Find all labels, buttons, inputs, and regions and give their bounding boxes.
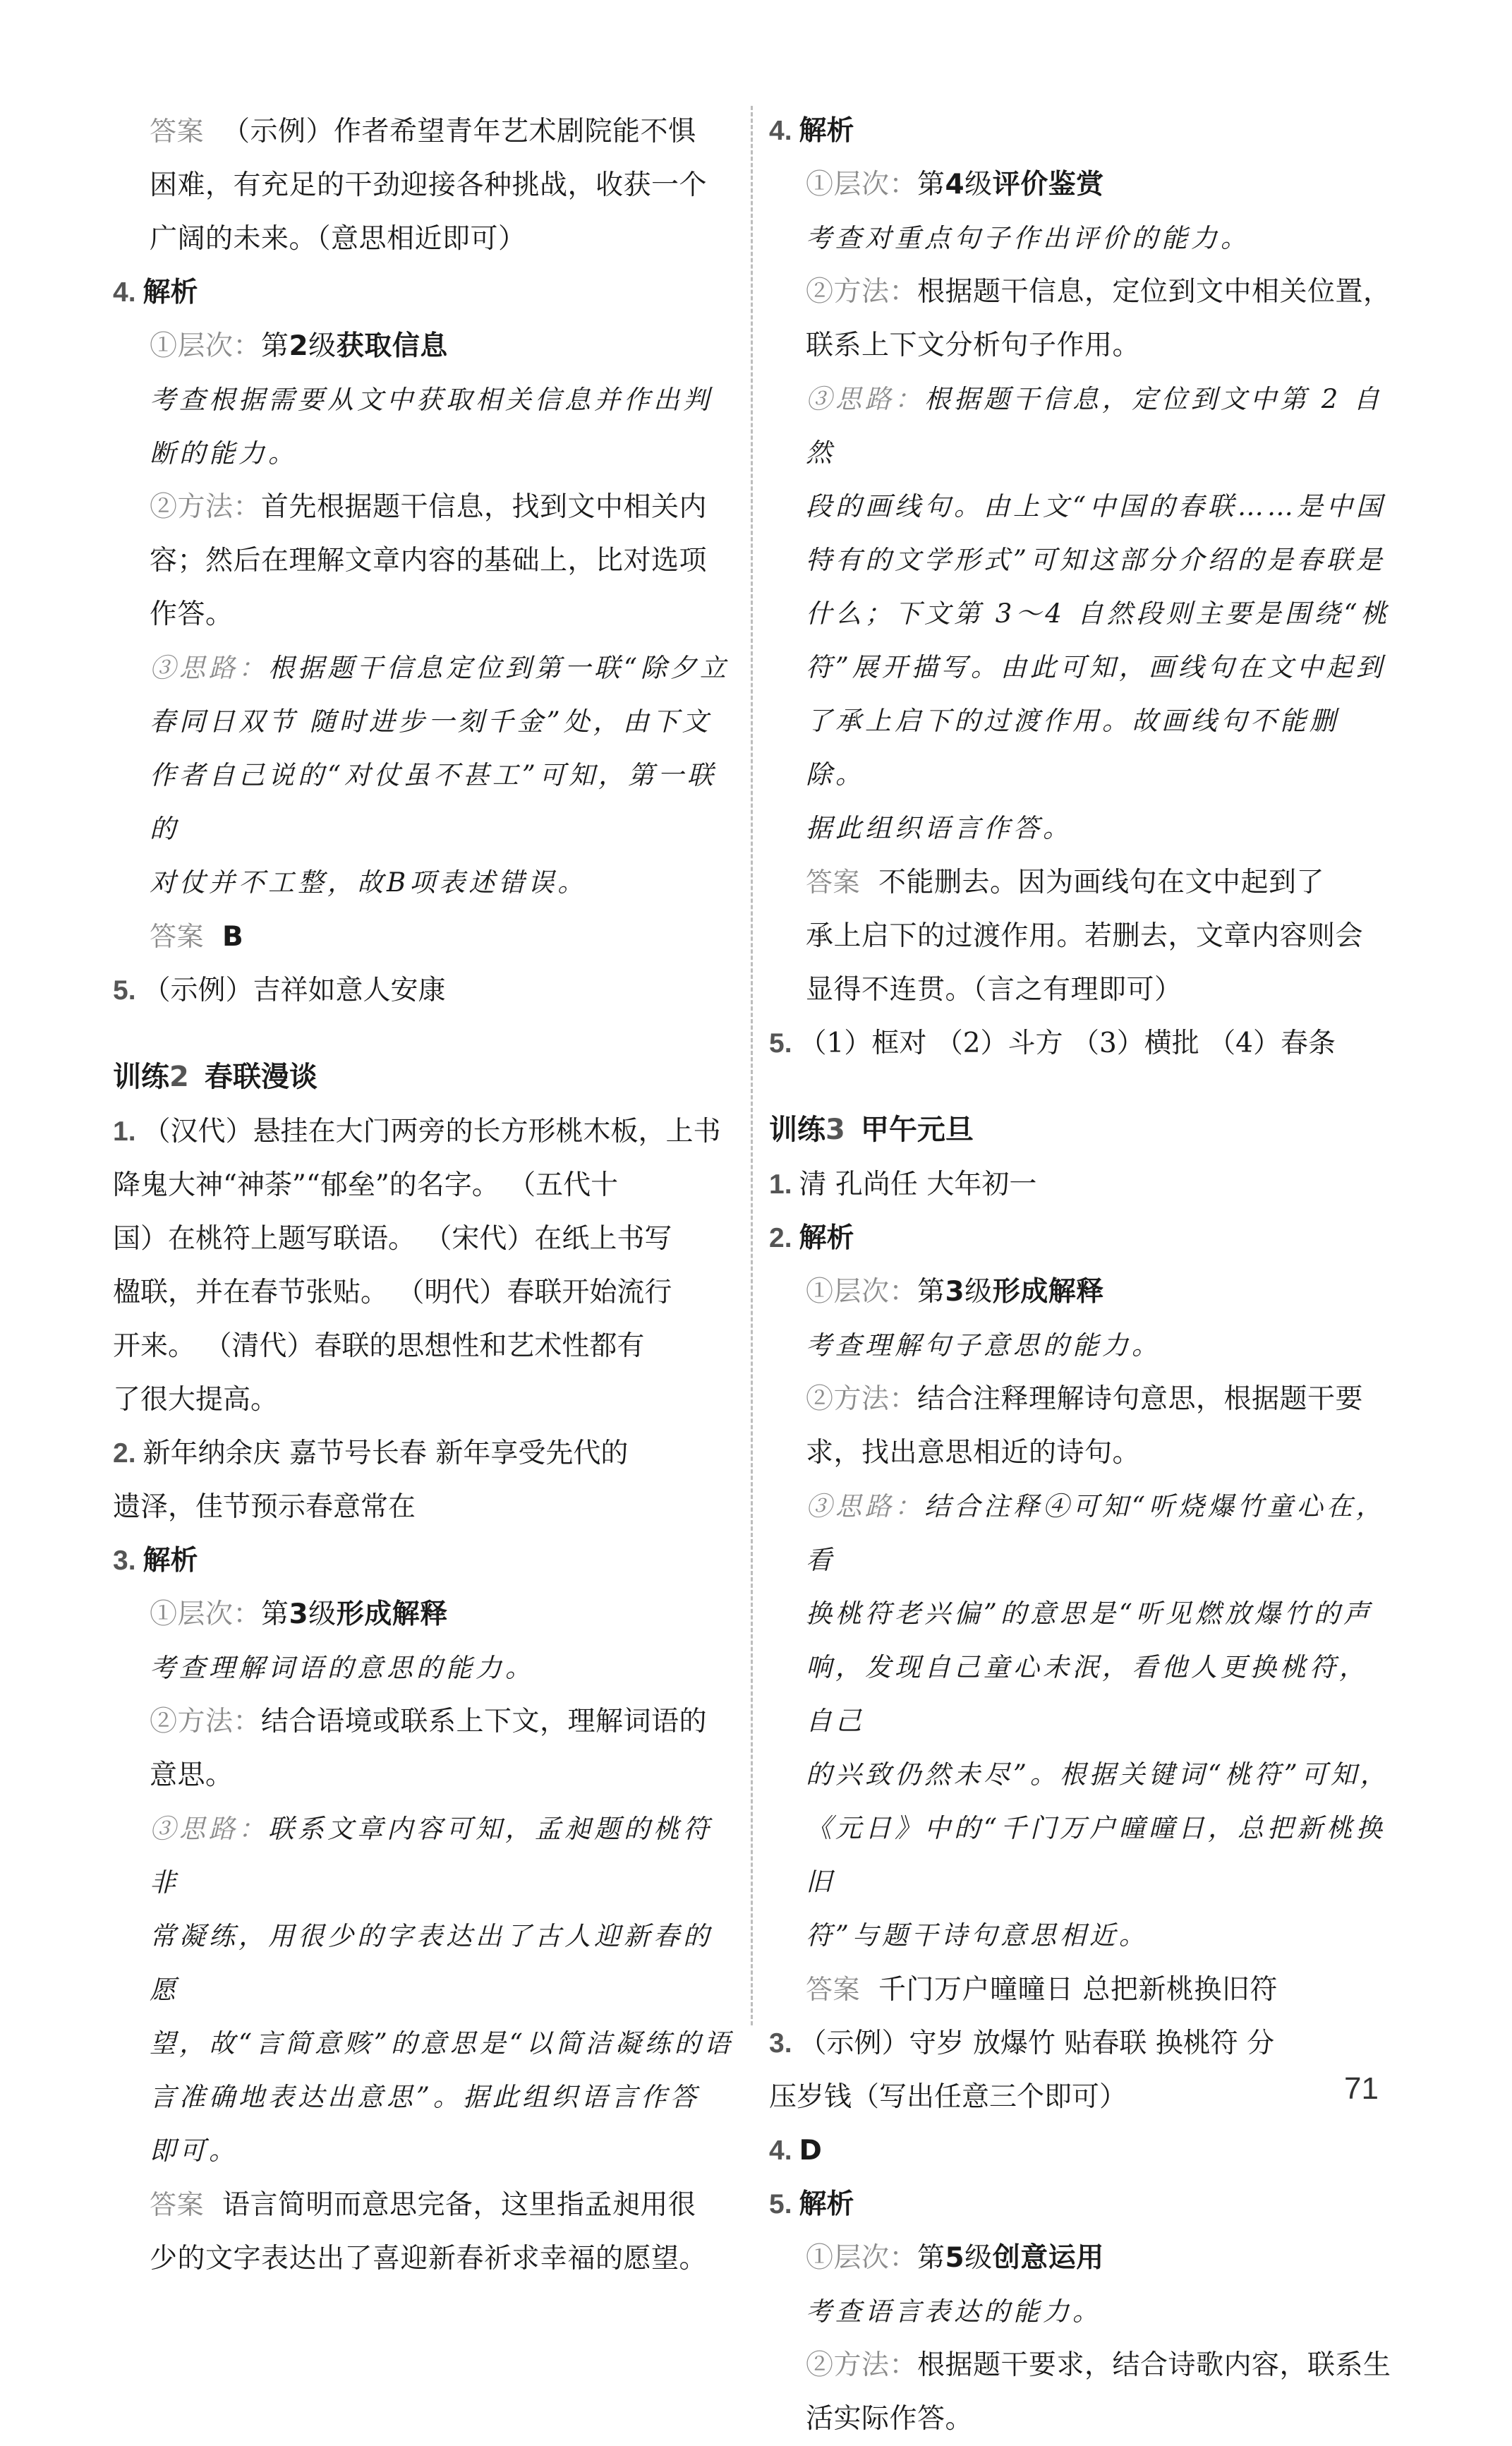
text-span: 获取信息 [336,330,448,362]
text-span: 级 [964,2242,993,2274]
text-span: 结合注释理解诗句意思，根据题干要 [917,1383,1364,1415]
text-line [769,1373,1397,1426]
text-line [769,1963,1397,2017]
question-5 [113,964,734,1018]
text-line: 《元日》中的“千门万户曈曈日，总把新桃换旧 [806,1813,1386,1897]
text-span: 级 [308,1598,337,1630]
text-span: 根据题干要求，结合诗歌内容，联系生 [917,2349,1391,2381]
text-span: ②方法： [806,276,918,308]
text-span: 解析 [799,1223,854,1253]
text-span: 根据题干信息，定位到文中相关位置， [917,276,1391,308]
text-span: ②方法： [806,1383,918,1415]
text-span: 甲午元旦 [860,1114,974,1146]
text-line: 国）在桃符上题写联语。 （宋代）在纸上书写 [113,1223,672,1255]
text-span: 解析 [799,2189,854,2219]
text-span: 3. [113,1546,136,1576]
question-4-analysis [113,266,734,964]
text-span: ①层次： [806,1276,918,1308]
text-line [769,2339,1397,2392]
text-line: 作答。 [150,598,234,630]
text-line: 意思。 [150,1759,234,1791]
text-span: 第 [917,2242,945,2274]
text-line [769,104,1397,158]
text-line: 据此组织语言作答。 [806,813,1072,843]
text-span: ①层次： [806,169,918,200]
text-line: 楹联，并在春节张贴。 （明代）春联开始流行 [113,1277,672,1308]
s3-question-5-analysis [769,2178,1397,2446]
text-line: 少的文字表达出了喜迎新春祈求幸福的愿望。 [150,2243,708,2275]
text-line [769,265,1397,319]
text-line: 了承上启下的过渡作用。故画线句不能删除。 [806,706,1339,790]
answer-label: 答案 [806,1974,861,2005]
s3-question-4 [769,2124,1397,2178]
text-span: 结合注释④可知“听烧爆竹童心在，看 [806,1491,1386,1575]
text-line [769,1212,1397,1265]
text-span: 首先根据题干信息，找到文中相关内 [261,491,708,523]
text-line: 响，发现自己童心未泯，看他人更换桃符，自己 [806,1652,1369,1736]
text-span: 解析 [799,116,854,146]
text-span: ③思路： [150,1814,268,1844]
text-span: 形成解释 [992,1276,1104,1308]
text-span: ①层次： [150,1598,262,1630]
text-span: 2. [113,1438,136,1469]
text-span: 4. [769,116,792,146]
text-span: 2. [769,1223,792,1253]
text-line: 换桃符老兴偏”的意思是“听见燃放爆竹的声 [806,1598,1373,1629]
text-span: 5. [113,975,136,1006]
answer-label: 答案 [150,116,205,147]
text-span: 级 [964,1276,993,1308]
text-span: 解析 [143,1546,198,1576]
text-line [769,1265,1397,1319]
text-line [769,2231,1397,2285]
text-span: 新年纳余庆 嘉节号长春 新年享受先代的 [143,1438,629,1469]
s2-question-3-analysis [113,1534,734,2286]
text-line: 活实际作答。 [806,2403,974,2435]
text-line: 开来。 （清代）春联的思想性和艺术性都有 [113,1330,645,1362]
s2-question-2 [113,1427,734,1534]
text-span: ②方法： [806,2349,918,2381]
text-line: 言准确地表达出意思”。据此组织语言作答 [150,2082,700,2112]
text-span: 联系文章内容可知，孟昶题的桃符非 [150,1814,713,1898]
right-column [769,104,1397,2446]
text-span: 训练 [769,1114,825,1146]
text-line [769,158,1397,212]
text-line [113,1534,734,1588]
s3-question-3 [769,2017,1397,2124]
question-5-right [769,1017,1397,1071]
text-span: 1. [769,1169,792,1200]
text-span: （示例）守岁 放爆竹 贴春联 换桃符 分 [799,2028,1275,2059]
page-number: 71 [1344,2071,1379,2106]
text-span: ②方法： [150,1706,262,1737]
text-span: 结合语境或联系上下文，理解词语的 [261,1706,708,1737]
text-line [769,373,1397,480]
text-span: ③思路： [806,1491,924,1522]
text-span: 解析 [143,277,198,308]
text-line: 压岁钱（写出任意三个即可） [769,2081,1127,2113]
text-line: 符”与题干诗句意思相近。 [806,1920,1149,1951]
text-span: 春联漫谈 [204,1061,317,1093]
text-line: 了很大提高。 [113,1384,279,1416]
text-span: 3. [769,2028,792,2059]
answer-block [113,104,734,266]
text-line: 什么；下文第 3～4 自然段则主要是围绕“桃 [806,598,1391,629]
text-span: 千门万户曈曈日 总把新桃换旧符 [878,1974,1278,2006]
text-span: 清 孔尚任 大年初一 [799,1169,1037,1200]
answer-label: 答案 [150,2189,205,2220]
s3-question-2-analysis [769,1212,1397,2017]
text-line [113,1802,734,1910]
text-span: 3 [289,1598,309,1630]
text-span: 第 [917,169,945,200]
text-span: 3 [945,1276,965,1308]
section-heading-3 [769,1102,1397,1158]
text-span: 形成解释 [336,1598,448,1630]
text-span: （1）框对 （2）斗方 （3）横批 （4）春条 [799,1028,1336,1059]
text-span: ③思路： [150,653,268,683]
text-line: 承上启下的过渡作用。若删去，文章内容则会 [806,920,1364,952]
text-span: 3 [825,1114,845,1146]
text-line: 断的能力。 [150,438,298,469]
text-line: 考查语言表达的能力。 [806,2296,1102,2327]
s3-question-1 [769,1158,1397,1212]
text-span: 4. [769,2135,792,2166]
text-line: 常凝练，用很少的字表达出了古人迎新春的愿 [150,1921,713,2005]
text-span: （汉代）悬挂在大门两旁的长方形桃木板，上书 [143,1116,721,1147]
text-span: 根据题干信息定位到第一联“除夕立 [268,653,730,683]
text-line [113,641,734,695]
text-line [769,855,1397,910]
text-span: 5. [769,1028,792,1059]
text-line: 对仗并不工整，故B项表述错误。 [150,867,588,898]
text-line [113,910,734,964]
text-span: 第 [261,1598,289,1630]
text-line: 段的画线句。由上文“中国的春联……是中国 [806,491,1386,522]
text-line: 困难，有充足的干劲迎接各种挑战，收获一个 [150,169,708,201]
column-divider [751,106,753,2025]
text-line: 考查对重点句子作出评价的能力。 [806,223,1250,253]
text-span: ①层次： [806,2242,918,2274]
text-line [769,1480,1397,1587]
text-line: 显得不连贯。（言之有理即可） [806,974,1183,1006]
text-span: （示例）吉祥如意人安康 [143,975,446,1006]
text-line: 即可。 [150,2135,238,2166]
text-line [150,104,734,159]
text-line: 的兴致仍然未尽”。根据关键词“桃符”可知， [806,1759,1390,1790]
text-line: 考查根据需要从文中获取相关信息并作出判 [150,385,713,415]
section-heading-2 [113,1049,734,1105]
text-line: 遗泽，佳节预示春意常在 [113,1491,416,1523]
text-span: 5 [945,2242,965,2274]
text-span: 2 [169,1061,189,1093]
text-line [113,2178,734,2232]
text-line: 联系上下文分析句子作用。 [806,330,1141,361]
text-span: 语言简明而意思完备，这里指孟昶用很 [222,2189,696,2221]
answer-label: 答案 [150,921,205,952]
text-span: 第 [261,330,289,362]
question-4-analysis-right [769,104,1397,1017]
text-line: 容；然后在理解文章内容的基础上，比对选项 [150,545,708,577]
text-line: 考查理解句子意思的能力。 [806,1330,1161,1361]
text-span: B [222,921,244,953]
text-line [113,320,734,373]
text-line: 作者自己说的“对仗虽不甚工”可知，第一联的 [150,760,717,844]
text-line [769,2178,1397,2231]
text-line [113,1105,734,1159]
text-line: 降鬼大神“神荼”“郁垒”的名字。 （五代十 [113,1169,619,1201]
text-span: 5. [769,2189,792,2219]
text-line [113,1588,734,1641]
text-span: 不能删去。因为画线句在文中起到了 [878,867,1325,898]
text-span: D [799,2135,822,2167]
text-span: 评价鉴赏 [992,169,1104,200]
left-column [113,104,734,2286]
text-line [113,266,734,320]
text-span: 2 [289,330,309,362]
text-line [769,2017,1397,2071]
text-span: 级 [308,330,337,362]
text-span: 4. [113,277,136,308]
text-span: 创意运用 [992,2242,1104,2274]
text-span: 根据题干信息，定位到文中第 2 自然 [806,384,1384,468]
text-span: （示例）作者希望青年艺术剧院能不惧 [222,116,696,147]
text-span: 第 [917,1276,945,1308]
text-line: 特有的文学形式”可知这部分介绍的是春联是 [806,545,1386,575]
text-line: 广阔的未来。（意思相近即可） [150,223,526,255]
s2-question-1 [113,1105,734,1427]
answer-label: 答案 [806,867,861,898]
text-span: 级 [964,169,993,200]
text-line: 求，找出意思相近的诗句。 [806,1437,1141,1469]
text-line [113,1695,734,1749]
text-span: 1. [113,1116,136,1147]
text-line [113,481,734,534]
text-line: 望，故“言简意赅”的意思是“以简洁凝练的语 [150,2028,734,2059]
text-line: 春同日双节 随时进步一刻千金”处，由下文 [150,706,712,737]
text-span: ②方法： [150,491,262,523]
text-line: 考查理解词语的意思的能力。 [150,1653,535,1683]
text-span: ③思路： [806,384,924,414]
text-span: 训练 [113,1061,169,1093]
text-line [113,1427,734,1481]
text-span: ①层次： [150,330,262,362]
text-line: 符”展开描写。由此可知，画线句在文中起到 [806,652,1386,682]
text-span: 4 [945,169,965,200]
